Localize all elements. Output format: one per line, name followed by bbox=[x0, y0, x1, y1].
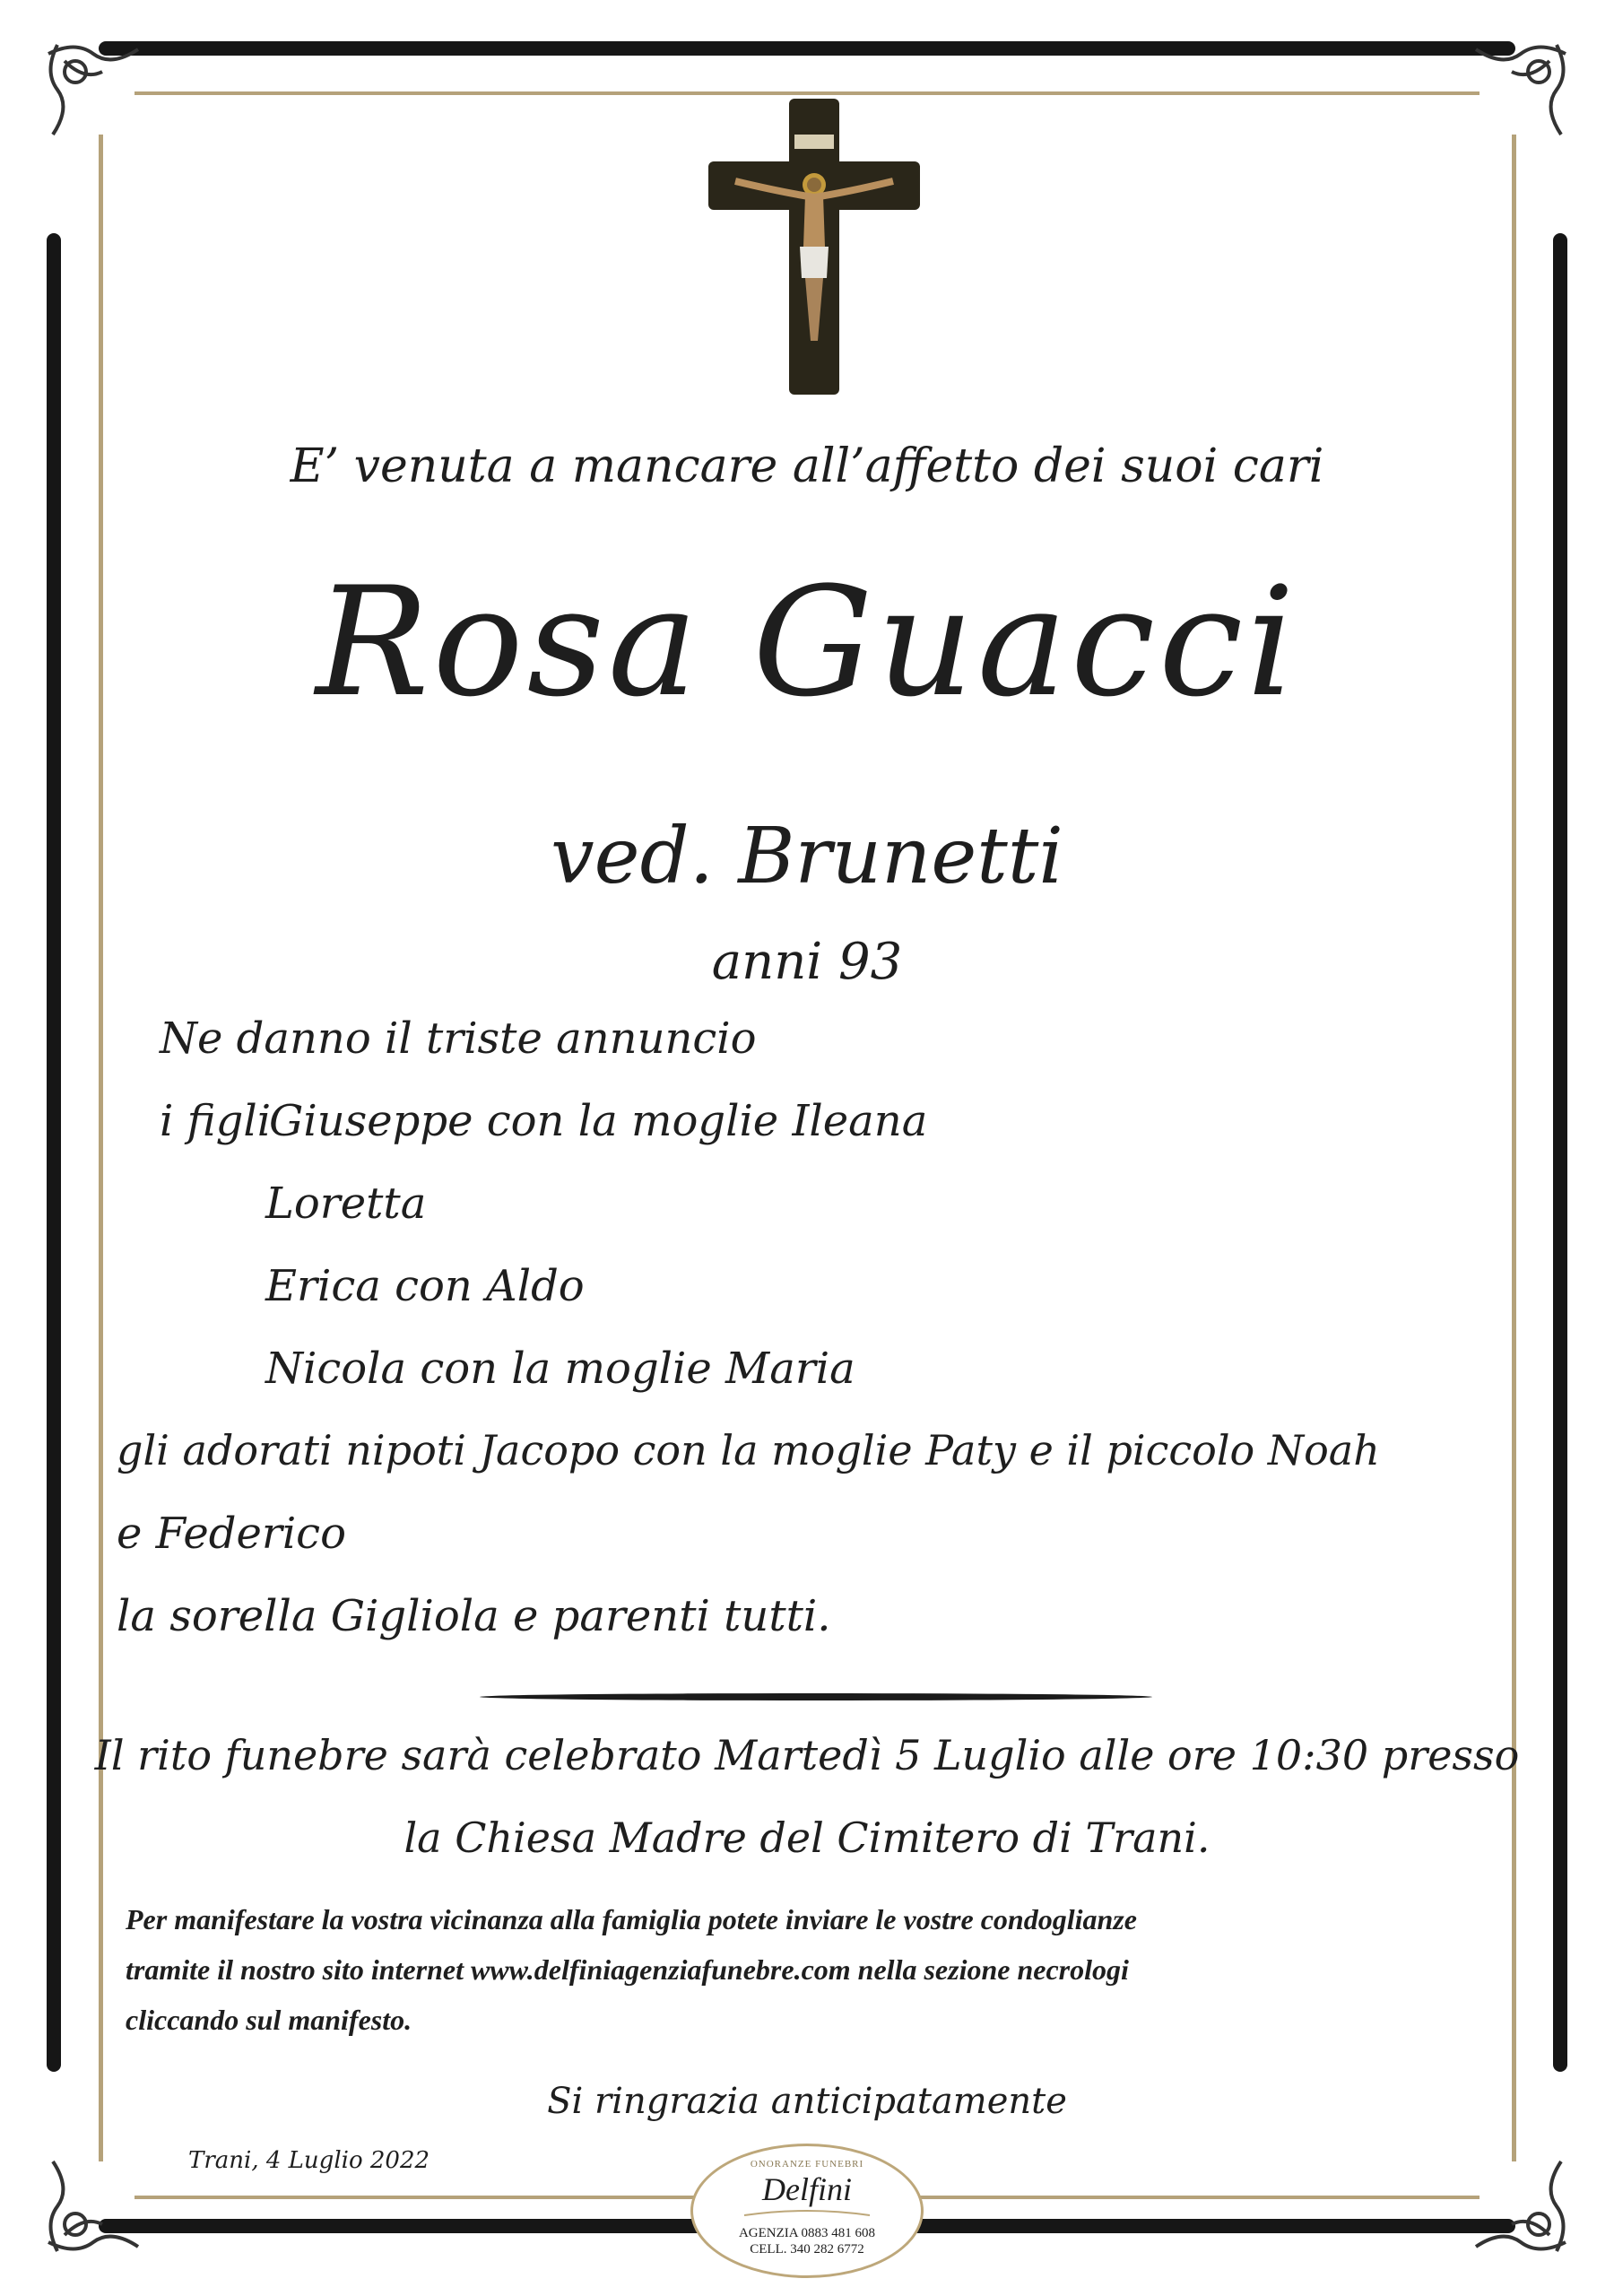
age-text: anni 93 bbox=[711, 933, 903, 991]
children-label: i figli bbox=[160, 1096, 272, 1146]
place-date: Trani, 4 Luglio 2022 bbox=[188, 2147, 430, 2174]
corner-ornament-icon bbox=[39, 36, 147, 144]
grandchildren-line: gli adorati nipoti Jacopo con la moglie Paty e il piccolo Noah bbox=[117, 1426, 1380, 1474]
divider bbox=[480, 1693, 1152, 1700]
child-entry: Nicola con la moglie Maria bbox=[265, 1344, 855, 1394]
corner-ornament-icon bbox=[1467, 36, 1575, 144]
agency-logo-name: Delfini bbox=[762, 2171, 852, 2207]
condolence-notice-line: Per manifestare la vostra vicinanza alla famiglia potete inviare le vostre condoglianze bbox=[126, 1903, 1137, 1935]
frame-right-bar bbox=[1553, 233, 1567, 2072]
laurel-icon bbox=[735, 2210, 879, 2221]
corner-ornament-icon bbox=[39, 2152, 147, 2260]
widow-of-text: ved. Brunetti bbox=[551, 812, 1063, 901]
funeral-info-line: la Chiesa Madre del Cimitero di Trani. bbox=[404, 1813, 1210, 1862]
grandchildren-line: e Federico bbox=[117, 1509, 346, 1559]
agency-mobile: CELL. 340 282 6772 bbox=[750, 2242, 864, 2257]
intro-text: E’ venuta a mancare all’affetto dei suoi cari bbox=[290, 439, 1324, 493]
agency-seal bbox=[690, 2144, 924, 2278]
frame-top-gold-line bbox=[134, 91, 1480, 95]
child-entry: Erica con Aldo bbox=[265, 1261, 585, 1311]
announcement-line: Ne danno il triste annuncio bbox=[160, 1013, 757, 1064]
funeral-info-line: Il rito funebre sarà celebrato Martedì 5 Luglio alle ore 10:30 presso bbox=[94, 1731, 1520, 1779]
condolence-notice-line: tramite il nostro sito internet www.delfiniagenziafunebre.com nella sezione necrologi bbox=[126, 1953, 1129, 1986]
frame-left-bar bbox=[47, 233, 61, 2072]
crucifix-icon bbox=[708, 99, 924, 395]
child-entry: Loretta bbox=[265, 1178, 427, 1229]
corner-ornament-icon bbox=[1467, 2152, 1575, 2260]
condolence-notice-line: cliccando sul manifesto. bbox=[126, 2004, 412, 2036]
deceased-name: Rosa Guacci bbox=[316, 554, 1298, 730]
agency-subtitle: ONORANZE FUNEBRI bbox=[750, 2159, 864, 2170]
thanks-text: Si ringrazia anticipatamente bbox=[547, 2081, 1067, 2122]
agency-phone: AGENZIA 0883 481 608 bbox=[738, 2226, 876, 2240]
child-entry: Giuseppe con la moglie Ileana bbox=[269, 1096, 928, 1146]
frame-top-bar bbox=[99, 41, 1515, 56]
sister-relatives-line: la sorella Gigliola e parenti tutti. bbox=[117, 1591, 831, 1641]
